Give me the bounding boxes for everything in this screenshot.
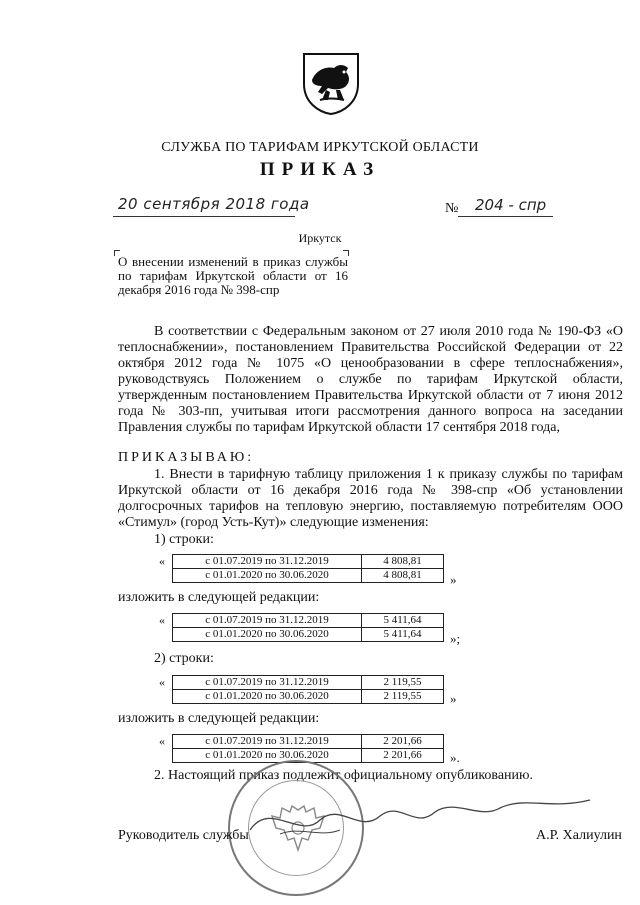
quote-close: » [450, 572, 457, 587]
period-cell: с 01.01.2020 по 30.06.2020 [173, 690, 362, 704]
tariff-table-2-new [172, 734, 444, 763]
subject-block: О внесении изменений в приказ службы по тарифам Иркутской области от 16 декабря 2016 года № 398-спр [118, 254, 348, 297]
quote-open: « [159, 734, 165, 748]
table-row [173, 555, 444, 569]
period-cell: с 01.07.2019 по 31.12.2019 [173, 555, 362, 569]
number-underline [458, 216, 553, 217]
period-cell: с 01.07.2019 по 31.12.2019 [173, 614, 362, 628]
quote-close-semicolon: »; [450, 631, 461, 646]
table-row [173, 569, 444, 583]
irkutsk-coat-of-arms-icon [300, 50, 362, 116]
table-row [173, 628, 444, 642]
value-cell: 5 411,64 [362, 628, 444, 642]
tariff-table-1-new [172, 613, 444, 642]
item-1-paragraph: 1. Внести в тарифную таблицу приложения 1 к приказу службы по тарифам Иркутской области от 16 декабря 2016 года № 398-спр «Об установлении долгосрочных тарифов на тепловую энергию, поставляемую потребителям ООО «Стимул» (город Усть-Кут)» следующие изменения: [118, 467, 623, 530]
period-cell: с 01.07.2019 по 31.12.2019 [173, 735, 362, 749]
value-cell: 2 119,55 [362, 676, 444, 690]
signer-role: Руководитель службы [118, 828, 249, 843]
date-underline [113, 216, 295, 217]
tariff-table-1-old [172, 554, 444, 583]
value-cell: 4 808,81 [362, 555, 444, 569]
table-row [173, 614, 444, 628]
value-cell: 2 201,66 [362, 735, 444, 749]
table-row [173, 690, 444, 704]
replace-label-1: изложить в следующей редакции: [118, 590, 320, 605]
period-cell: с 01.01.2020 по 30.06.2020 [173, 749, 362, 763]
handwritten-date: 20 сентября 2018 года [118, 195, 310, 213]
orders-heading: ПРИКАЗЫВАЮ: [118, 450, 255, 465]
period-cell: с 01.01.2020 по 30.06.2020 [173, 628, 362, 642]
tariff-table-2-old [172, 675, 444, 704]
period-cell: с 01.07.2019 по 31.12.2019 [173, 676, 362, 690]
quote-open: « [159, 554, 165, 568]
document-type: ПРИКАЗ [259, 159, 381, 180]
value-cell: 5 411,64 [362, 614, 444, 628]
replace-label-2: изложить в следующей редакции: [118, 711, 320, 726]
signer-name: А.Р. Халиулин [536, 828, 622, 843]
value-cell: 2 201,66 [362, 749, 444, 763]
item-2-paragraph: 2. Настоящий приказ подлежит официальному опубликованию. [154, 768, 533, 783]
subitem-2-label: 2) строки: [154, 651, 214, 666]
value-cell: 2 119,55 [362, 690, 444, 704]
subitem-1-label: 1) строки: [154, 532, 214, 547]
table-row [173, 735, 444, 749]
quote-open: « [159, 613, 165, 627]
period-cell: с 01.01.2020 по 30.06.2020 [173, 569, 362, 583]
preamble-paragraph: В соответствии с Федеральным законом от 27 июля 2010 года № 190-ФЗ «О теплоснабжении», постановлением Правительства Российской Федерации от 22 октября 2012 года № 1075 «О ценообразовании в сфере теплоснабжения», руководствуясь Положением о службе по тарифам Иркутской области, утвержденным постановлением Правительства Иркутской области от 7 июня 2012 года № 303-пп, учитывая итоги рассмотрения данного вопроса на заседании Правления службы по тарифам Иркутской области 17 сентября 2018 года, [118, 324, 623, 435]
quote-close: » [450, 691, 457, 706]
table-row [173, 676, 444, 690]
handwritten-number: 204 - спр [475, 196, 547, 214]
quote-close-period: ». [450, 750, 460, 765]
city: Иркутск [298, 231, 342, 245]
agency-name: СЛУЖБА ПО ТАРИФАМ ИРКУТСКОЙ ОБЛАСТИ [161, 140, 479, 155]
quote-open: « [159, 675, 165, 689]
number-sign: № [445, 201, 459, 216]
value-cell: 4 808,81 [362, 569, 444, 583]
